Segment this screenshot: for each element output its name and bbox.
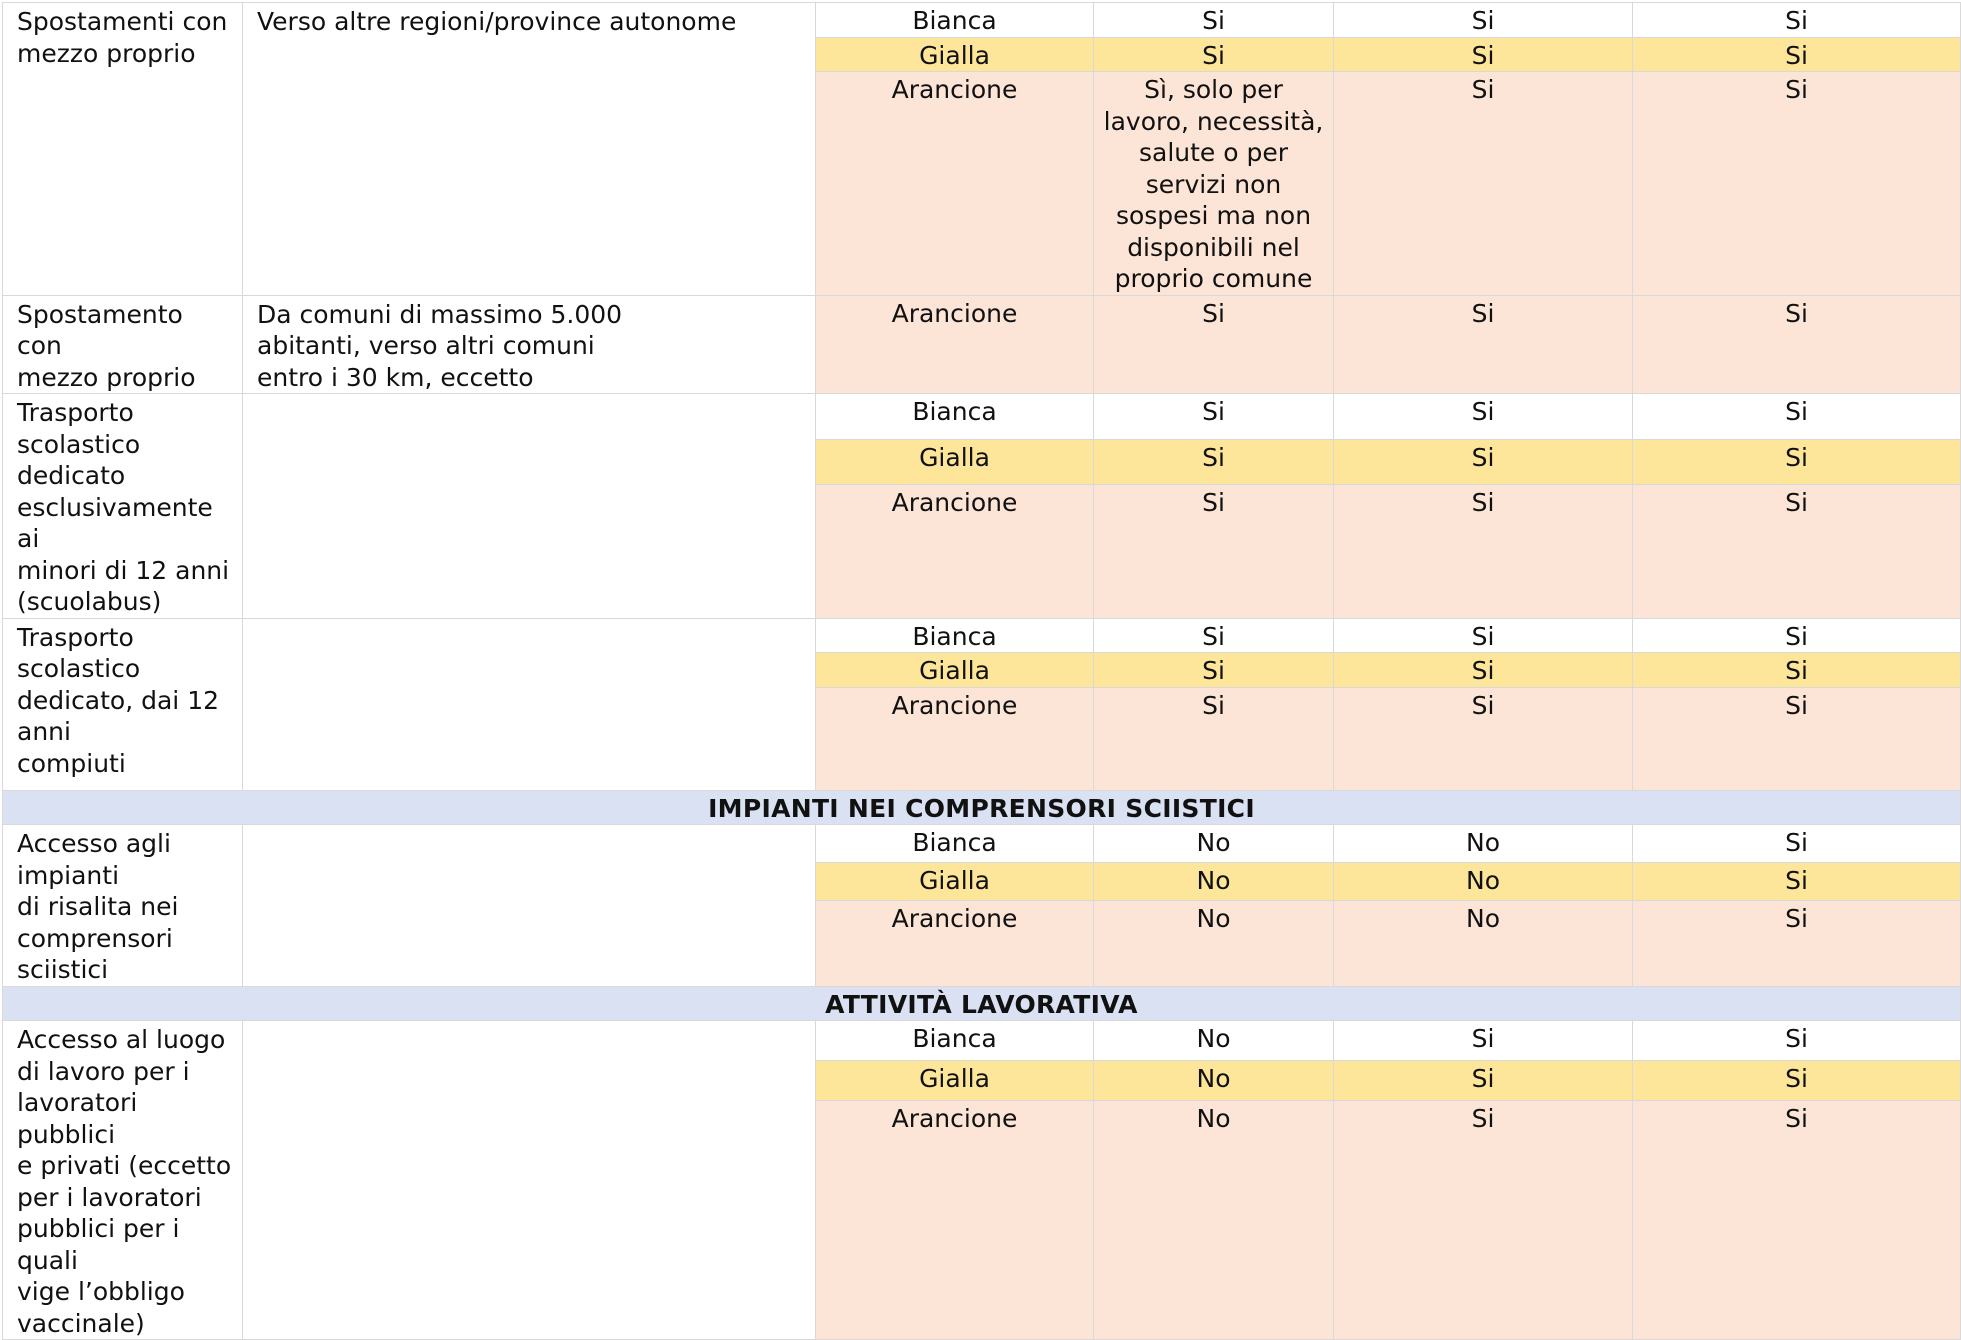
zone-gialla: Gialla: [816, 1060, 1094, 1100]
value-cell: Si: [1334, 1100, 1633, 1339]
value-cell: Si: [1094, 37, 1334, 72]
value-cell: Si: [1094, 3, 1334, 38]
section-header-row: [3, 790, 1961, 825]
value-cell: Si: [1334, 1060, 1633, 1100]
table-row: [3, 1021, 1961, 1061]
value-cell: Si: [1334, 3, 1633, 38]
value-cell: No: [1334, 863, 1633, 901]
activity-detail: [243, 1021, 816, 1340]
value-cell: Si: [1334, 653, 1633, 688]
value-cell: Si: [1334, 1021, 1633, 1061]
value-cell: Si: [1334, 394, 1633, 440]
value-cell: Si: [1633, 618, 1961, 653]
value-cell: Si: [1094, 618, 1334, 653]
section-header: IMPIANTI NEI COMPRENSORI SCIISTICI: [3, 790, 1961, 825]
value-cell: Si: [1094, 485, 1334, 618]
value-cell: No: [1094, 1060, 1334, 1100]
value-cell: Si: [1633, 653, 1961, 688]
value-cell: No: [1094, 863, 1334, 901]
value-cell: Si: [1633, 3, 1961, 38]
value-cell: Si: [1633, 1060, 1961, 1100]
activity-label: Accesso agli impianti di risalita nei comprensori sciistici: [3, 825, 243, 987]
value-cell: Si: [1094, 653, 1334, 688]
zone-gialla: Gialla: [816, 653, 1094, 688]
value-cell: Si: [1633, 1021, 1961, 1061]
value-cell: Si: [1633, 394, 1961, 440]
value-cell: Si: [1094, 394, 1334, 440]
activity-label: Trasporto scolastico dedicato, dai 12 anni compiuti: [3, 618, 243, 790]
value-cell: Si: [1334, 687, 1633, 790]
activity-label: Trasporto scolastico dedicato esclusivamente ai minori di 12 anni (scuolabus): [3, 394, 243, 619]
value-cell: No: [1094, 1021, 1334, 1061]
rules-table-body: [3, 3, 1961, 1340]
zone-bianca: Bianca: [816, 618, 1094, 653]
activity-detail: [243, 394, 816, 619]
zone-arancione: Arancione: [816, 687, 1094, 790]
activity-label: Spostamenti con mezzo proprio: [3, 3, 243, 296]
value-cell: Si: [1633, 295, 1961, 394]
zone-bianca: Bianca: [816, 825, 1094, 863]
zone-bianca: Bianca: [816, 3, 1094, 38]
value-cell: No: [1334, 901, 1633, 986]
value-cell: Si: [1633, 1100, 1961, 1339]
zone-bianca: Bianca: [816, 394, 1094, 440]
value-cell: Si: [1094, 687, 1334, 790]
zone-gialla: Gialla: [816, 37, 1094, 72]
zone-arancione: Arancione: [816, 295, 1094, 394]
table-row: [3, 295, 1961, 394]
value-cell: No: [1094, 825, 1334, 863]
value-cell: Si: [1094, 439, 1334, 485]
value-cell: Si: [1334, 72, 1633, 296]
section-header-row: [3, 986, 1961, 1021]
value-cell: Si: [1633, 485, 1961, 618]
value-cell: Si: [1334, 37, 1633, 72]
activity-label: Accesso al luogo di lavoro per i lavoratori pubblici e privati (eccetto per i lavoratori pubblici per i quali vige l’obbligo vaccinale): [3, 1021, 243, 1340]
table-row: [3, 394, 1961, 440]
table-row: [3, 3, 1961, 38]
activity-detail: [243, 825, 816, 987]
zone-arancione: Arancione: [816, 901, 1094, 986]
zone-gialla: Gialla: [816, 863, 1094, 901]
activity-detail: [243, 618, 816, 790]
value-cell: No: [1334, 825, 1633, 863]
zone-arancione: Arancione: [816, 1100, 1094, 1339]
section-header: ATTIVITÀ LAVORATIVA: [3, 986, 1961, 1021]
zone-gialla: Gialla: [816, 439, 1094, 485]
rules-table-container: [2, 2, 1960, 1340]
zone-arancione: Arancione: [816, 72, 1094, 296]
activity-detail: Verso altre regioni/province autonome: [243, 3, 816, 296]
zone-arancione: Arancione: [816, 485, 1094, 618]
value-cell: Si: [1334, 439, 1633, 485]
value-cell: No: [1094, 1100, 1334, 1339]
value-cell: Si: [1633, 687, 1961, 790]
value-cell: Si: [1633, 72, 1961, 296]
rules-table: [2, 2, 1961, 1340]
activity-label: Spostamento con mezzo proprio: [3, 295, 243, 394]
value-cell: Si: [1633, 37, 1961, 72]
table-row: [3, 618, 1961, 653]
value-cell: Si: [1633, 863, 1961, 901]
value-cell: Si: [1633, 901, 1961, 986]
zone-bianca: Bianca: [816, 1021, 1094, 1061]
value-cell: Si: [1334, 295, 1633, 394]
activity-detail: Da comuni di massimo 5.000 abitanti, verso altri comuni entro i 30 km, eccetto: [243, 295, 816, 394]
value-cell: Si: [1334, 485, 1633, 618]
value-cell: Sì, solo per lavoro, necessità, salute o per servizi non sospesi ma non disponibili nel proprio comune: [1094, 72, 1334, 296]
value-cell: Si: [1094, 295, 1334, 394]
value-cell: Si: [1334, 618, 1633, 653]
value-cell: Si: [1633, 439, 1961, 485]
value-cell: Si: [1633, 825, 1961, 863]
value-cell: No: [1094, 901, 1334, 986]
table-row: [3, 825, 1961, 863]
